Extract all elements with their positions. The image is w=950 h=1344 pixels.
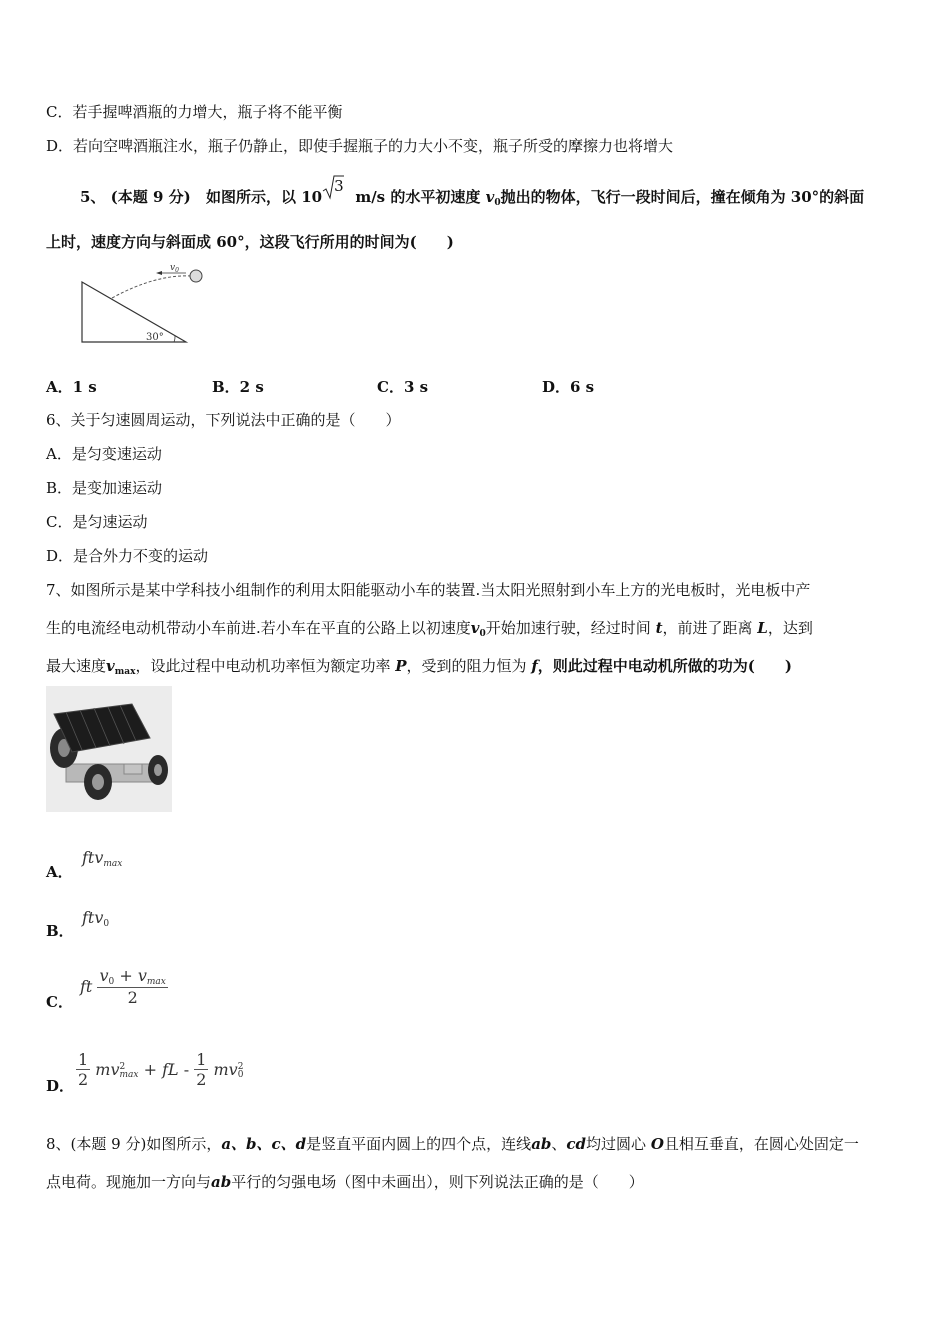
q5-option-b[interactable]: B．2 s <box>212 378 264 396</box>
sqrt-symbol <box>322 177 344 202</box>
q5-stem-line2: 上时，速度方向与斜面成 60°，这段飞行所用的时间为( ) <box>46 233 454 251</box>
q5-incline-figure <box>76 262 206 348</box>
q5-score: (本题 9 分) <box>110 188 191 206</box>
q7-option-d-label[interactable]: D． <box>46 1077 75 1095</box>
q4-option-c: C．若手握啤酒瓶的力增大，瓶子将不能平衡 <box>46 103 343 121</box>
trajectory <box>112 276 192 298</box>
q5-stem-b: m/s 的水平初速度 <box>355 188 481 206</box>
q7-option-a-formula: ftv$_{max}$ <box>82 848 123 869</box>
q6-option-d[interactable]: D．是合外力不变的运动 <box>46 547 209 565</box>
angle-arc <box>174 336 175 342</box>
q5-option-d[interactable]: D．6 s <box>542 378 595 396</box>
q8-line2: 点电荷。现施加一方向与ab平行的匀强电场（图中未画出），则下列说法正确的是（ ） <box>46 1173 644 1191</box>
q8-line1: 8、(本题 9 分)如图所示，a、b、c、d是竖直平面内圆上的四个点，连线ab、cd均过圆心 O且相互垂直，在圆心处固定一 <box>46 1135 859 1153</box>
velocity-label: $v_0$ <box>170 263 179 274</box>
q5-option-c[interactable]: C．3 s <box>377 378 429 396</box>
q6-option-b[interactable]: B．是变加速运动 <box>46 479 163 497</box>
q5-option-a[interactable]: A．1 s <box>46 378 97 396</box>
q6-option-a[interactable]: A．是匀变速运动 <box>46 445 162 463</box>
q5-stem-line1 <box>80 177 865 213</box>
q5-options <box>46 376 646 396</box>
q5-number: 5、 <box>80 188 106 206</box>
q5-v0: $v_0$ <box>485 188 501 208</box>
q5-stem-c: 抛出的物体，飞行一段时间后，撞在倾角为 30°的斜面 <box>500 188 865 206</box>
velocity-arrow-head <box>156 271 162 275</box>
q7-option-a-label[interactable]: A． <box>46 863 73 881</box>
q7-option-c-label[interactable]: C． <box>46 993 73 1011</box>
q7-option-b-label[interactable]: B． <box>46 922 74 940</box>
q4-option-d: D．若向空啤酒瓶注水，瓶子仍静止，即使手握瓶子的力大小不变，瓶子所受的摩擦力也将增大 <box>46 137 674 155</box>
angle-label: 30° <box>146 332 164 343</box>
sqrt-value: 3 <box>334 177 344 195</box>
q7-line1: 7、如图所示是某中学科技小组制作的利用太阳能驱动小车的装置.当太阳光照射到小车上方的光电板时，光电板中产 <box>46 581 811 599</box>
ball <box>190 270 202 282</box>
q6-stem: 6、关于匀速圆周运动，下列说法中正确的是（ ） <box>46 411 401 429</box>
q7-line2: 生的电流经电动机带动小车前进.若小车在平直的公路上以初速度$v_0$开始加速行驶，经过时间 t，前进了距离 L，达到 <box>46 619 813 639</box>
q6-option-c[interactable]: C．是匀速运动 <box>46 513 148 531</box>
q7-option-d-formula: $\frac{1}{2}$ mv 2 max + fL - $\frac{1}{2}$ mv 2 0 <box>78 1050 244 1089</box>
q7-line3: 最大速度$v_{max}$，设此过程中电动机功率恒为额定功率 P，受到的阻力恒为 f，则此过程中电动机所做的功为( ) <box>46 657 792 677</box>
q5-stem-a: 如图所示，以 10 <box>205 188 323 206</box>
q7-option-c-fraction: $\frac{v_0 + v_{max}}{2}$ <box>99 966 166 1007</box>
incline-triangle <box>82 282 186 342</box>
solar-car-photo <box>46 686 172 812</box>
q7-option-b-formula: ftv$_0$ <box>82 908 110 929</box>
q7-option-c-formula: ft $\frac{v_0 + v_{max}}{2}$ <box>80 966 166 1007</box>
